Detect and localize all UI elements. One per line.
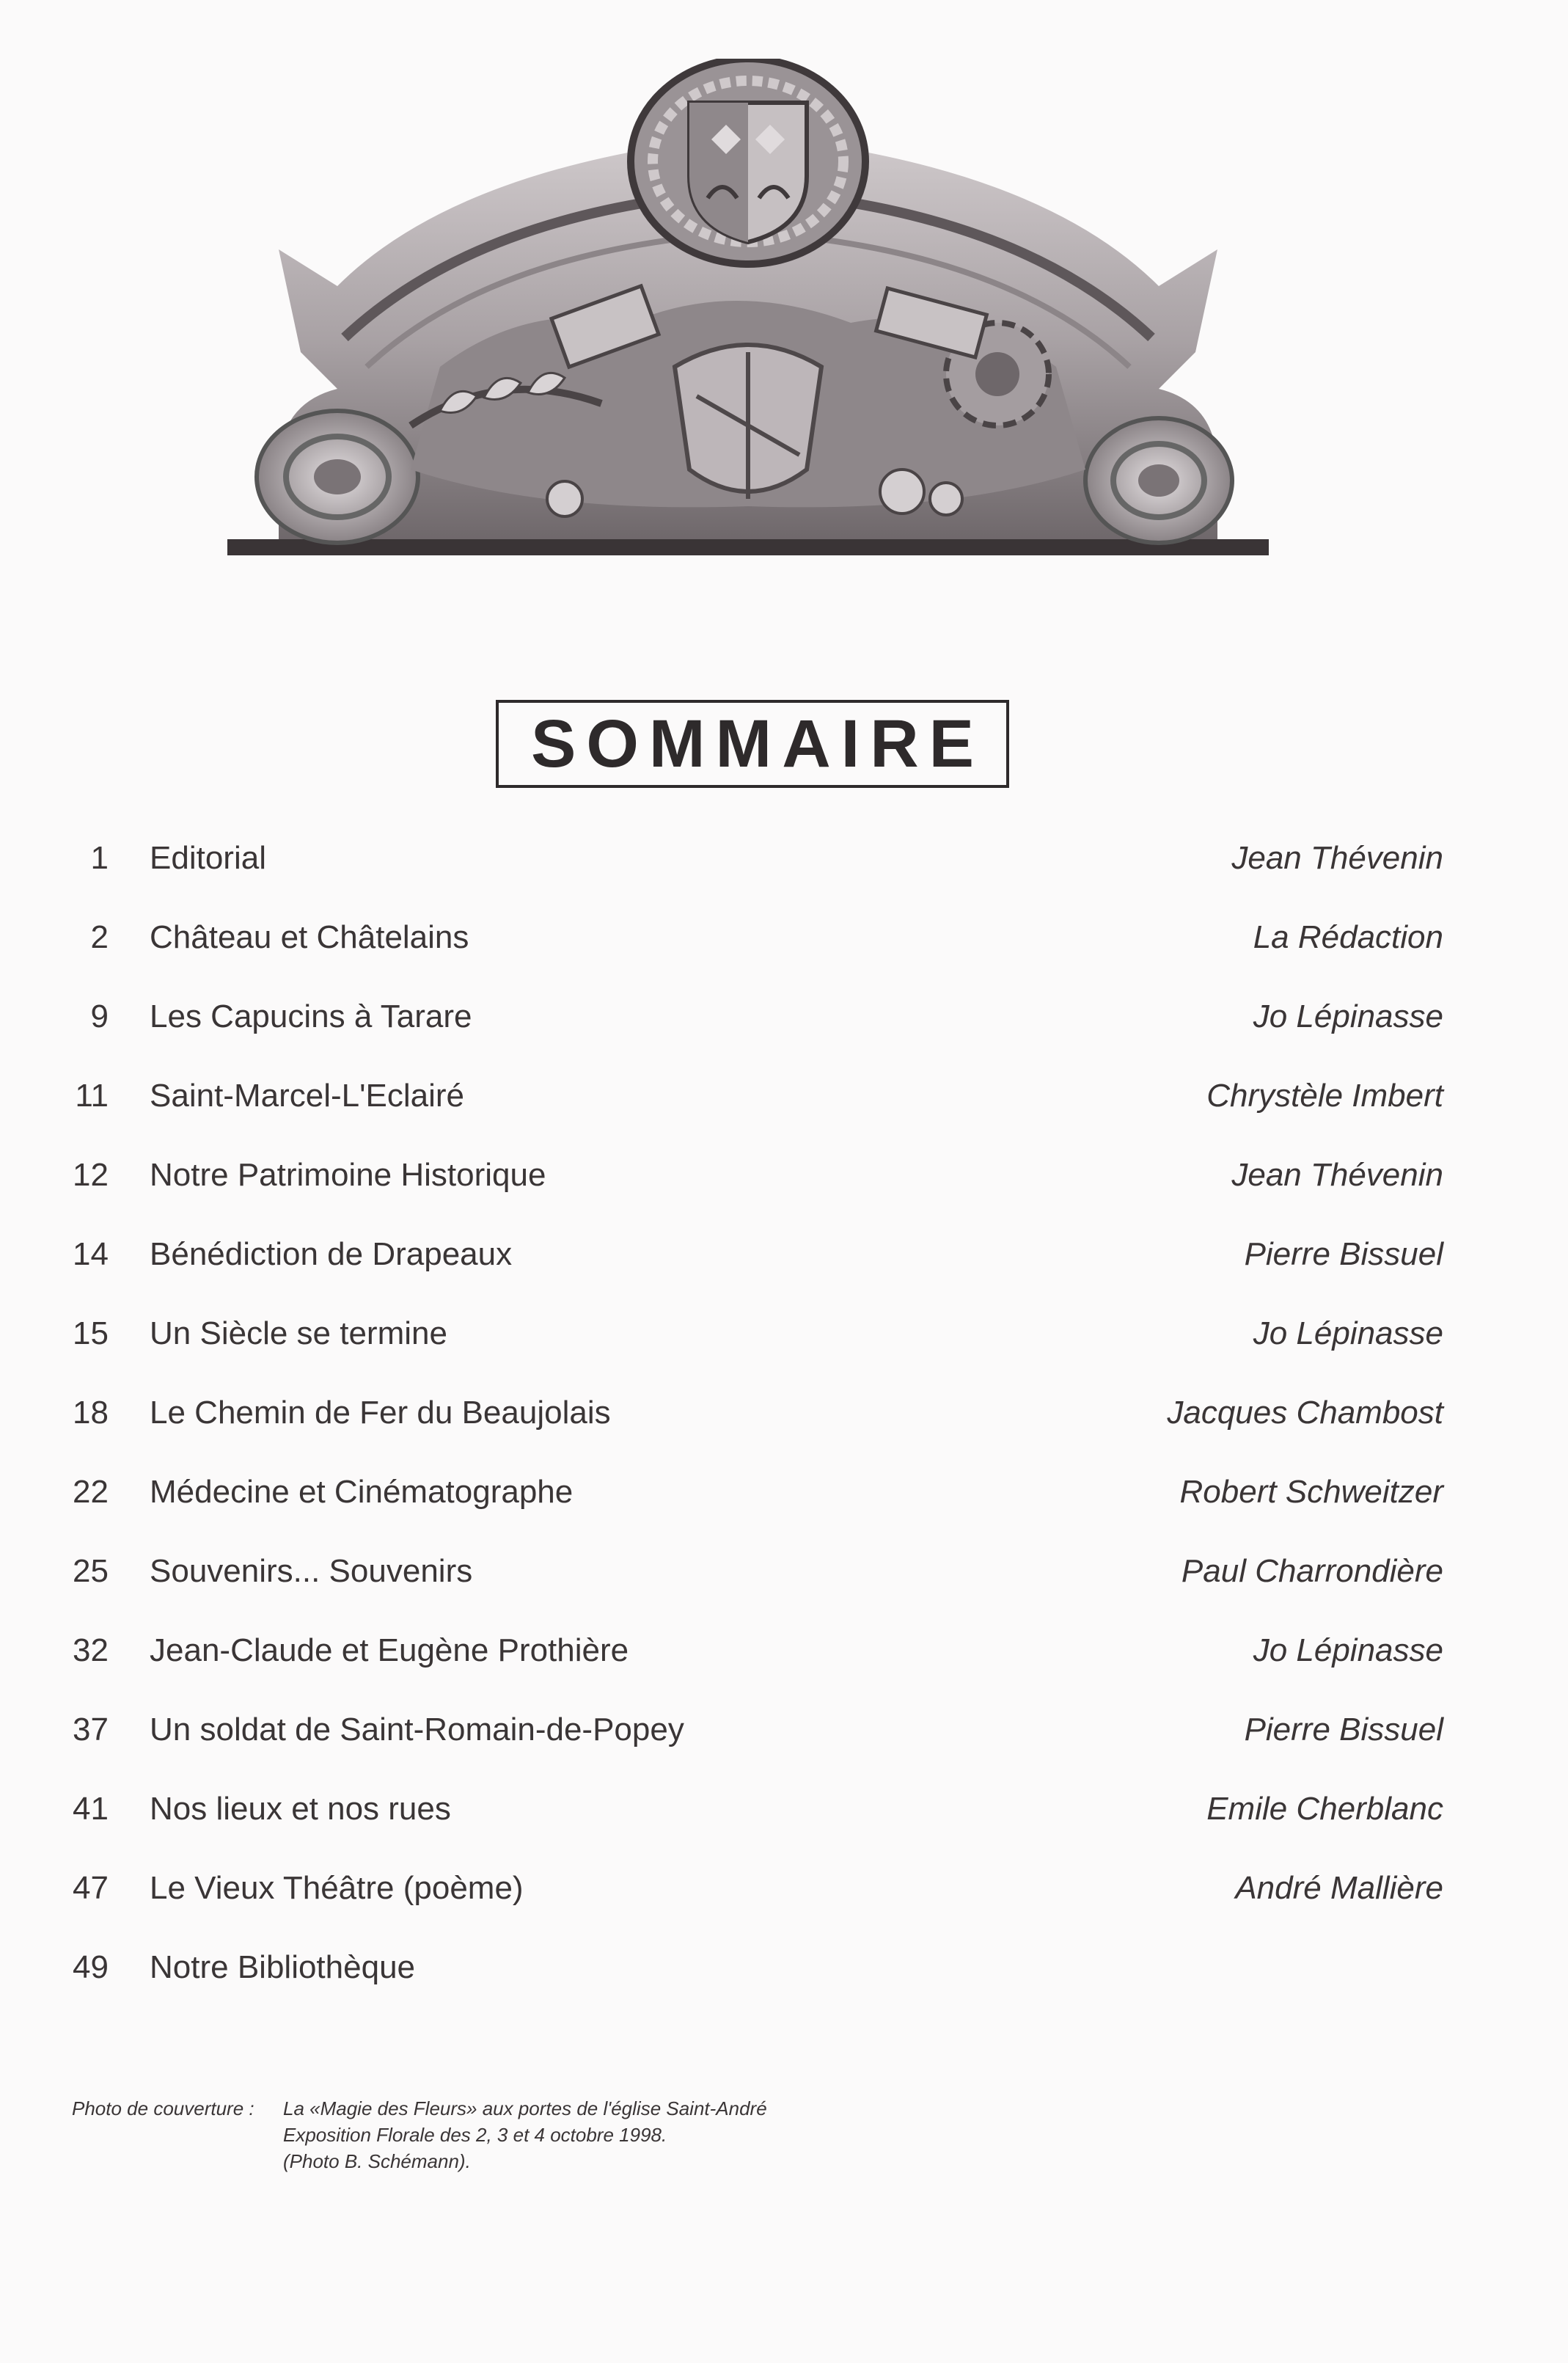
toc-entry-title: Bénédiction de Drapeaux [150,1236,513,1272]
toc-entry-author: André Mallière [1235,1870,1443,1906]
toc-page-number: 41 [73,1791,109,1827]
toc-entry-title: Jean-Claude et Eugène Prothière [150,1632,629,1668]
toc-page-number: 47 [73,1870,109,1906]
toc-page-number: 37 [73,1712,109,1747]
toc-entry-author: Robert Schweitzer [1179,1474,1443,1510]
toc-entry-title: Nos lieux et nos rues [150,1791,451,1827]
toc-page-number: 12 [73,1157,109,1193]
toc-entry-title: Saint-Marcel-L'Eclairé [150,1078,464,1114]
toc-entry-title: Médecine et Cinématographe [150,1474,574,1510]
toc-entry [0,987,1568,1046]
toc-entry-title: Notre Bibliothèque [150,1949,416,1985]
toc-entry-title: Château et Châtelains [150,919,469,955]
caption-text [283,2095,767,2174]
toc-entry-author: Jean Thévenin [1231,1157,1443,1193]
pediment-illustration [220,59,1276,572]
toc-entry-author: Jo Lépinasse [1253,1315,1443,1351]
toc-page-number: 11 [75,1078,109,1114]
toc-entry-title: Un Siècle se termine [150,1315,447,1351]
toc-page-number: 15 [73,1315,109,1351]
toc-entry-title: Le Vieux Théâtre (poème) [150,1870,524,1906]
toc-entry-author: Jacques Chambost [1167,1395,1443,1431]
toc-entry [0,1225,1568,1284]
toc-entry-title: Un soldat de Saint-Romain-de-Popey [150,1712,684,1747]
toc-entry-title: Le Chemin de Fer du Beaujolais [150,1395,611,1431]
toc-page-number: 25 [73,1553,109,1589]
toc-entry-author: Pierre Bissuel [1244,1236,1443,1272]
toc-entry-title: Souvenirs... Souvenirs [150,1553,473,1589]
toc-entry [0,1304,1568,1363]
toc-entry [0,1146,1568,1205]
toc-entry [0,1621,1568,1680]
toc-entry-author: Emile Cherblanc [1206,1791,1443,1827]
toc-entry-author: Paul Charrondière [1181,1553,1443,1589]
toc-entry-author: Pierre Bissuel [1244,1712,1443,1747]
toc-entry-title: Notre Patrimoine Historique [150,1157,546,1193]
toc-entry [0,1542,1568,1601]
toc-entry [0,1780,1568,1838]
toc-entry [0,1384,1568,1442]
caption-line: Exposition Florale des 2, 3 et 4 octobre 1998. [283,2124,667,2146]
toc-entry-author: Jo Lépinasse [1253,998,1443,1034]
toc-entry [0,908,1568,967]
toc-page-number: 22 [73,1474,109,1510]
page-title: SOMMAIRE [531,706,984,781]
toc-entry-author: Jo Lépinasse [1253,1632,1443,1668]
toc-page-number: 9 [90,998,109,1034]
toc-page-number: 18 [73,1395,109,1431]
toc-page-number: 14 [73,1236,109,1272]
toc-page-number: 2 [90,919,109,955]
toc-entry-author: Chrystèle Imbert [1206,1078,1443,1114]
toc-entry-title: Editorial [150,840,266,876]
toc-entry [0,829,1568,888]
toc-entry-author: La Rédaction [1253,919,1443,955]
toc-entry [0,1938,1568,1997]
toc-entry [0,1701,1568,1759]
title-box [496,700,1009,788]
toc-entry-author: Jean Thévenin [1231,840,1443,876]
toc-entry [0,1859,1568,1918]
toc-entry [0,1463,1568,1522]
caption-label: Photo de couverture : [72,2097,254,2119]
toc-page-number: 49 [73,1949,109,1985]
toc-entry [0,1067,1568,1125]
toc-entry-title: Les Capucins à Tarare [150,998,472,1034]
caption-line: (Photo B. Schémann). [283,2150,471,2172]
toc-page-number: 32 [73,1632,109,1668]
carved-pediment-image [220,59,1276,572]
caption-line: La «Magie des Fleurs» aux portes de l'église Saint-André [283,2097,767,2119]
toc-page-number: 1 [90,840,109,876]
